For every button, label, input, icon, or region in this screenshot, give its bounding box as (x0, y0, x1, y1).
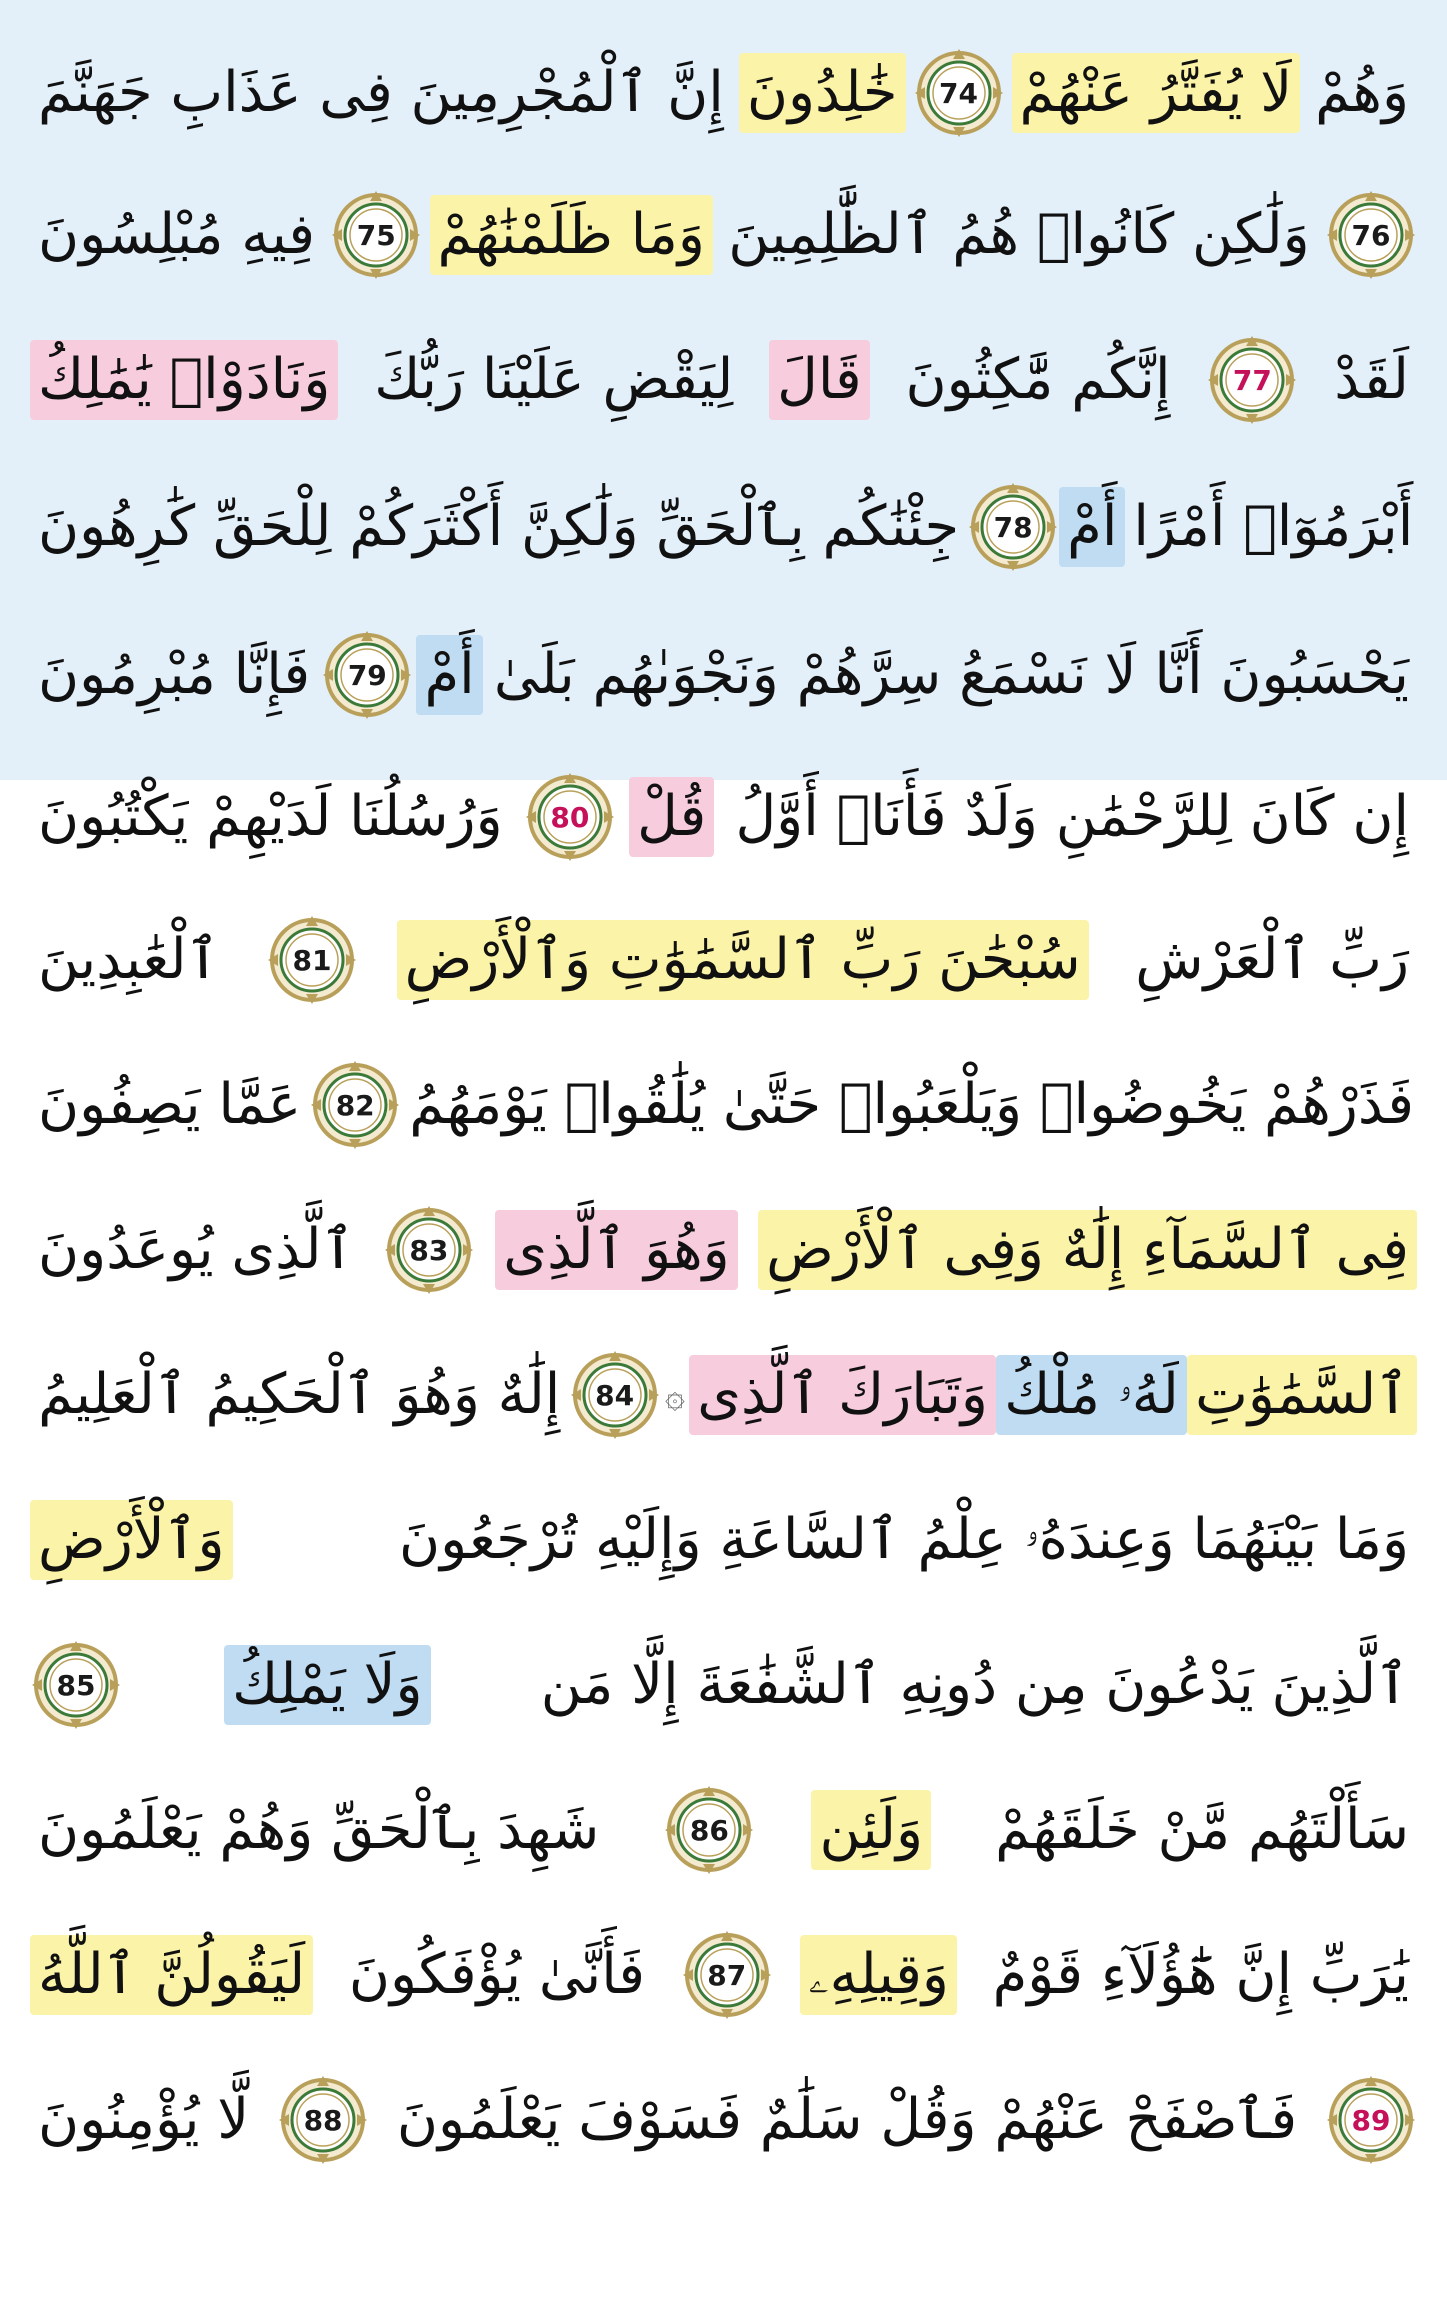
ayah-number-marker[interactable] (1325, 189, 1417, 281)
ayah-number-marker[interactable] (330, 189, 422, 281)
ayah-number: 87 (707, 1958, 747, 1992)
verse-text[interactable]: فَأَنَّىٰ يُؤْفَكُونَ (348, 1942, 646, 2008)
highlighted-phrase[interactable]: قُلْ (629, 777, 714, 856)
verse-text[interactable]: إِنَّكُم مَّٰكِثُونَ (905, 347, 1171, 413)
text-line (30, 18, 1417, 168)
highlighted-phrase[interactable]: وَنَادَوْا۟ يَٰمَٰلِكُ (30, 340, 338, 419)
ayah-number: 88 (303, 2103, 343, 2137)
ayah-number-marker[interactable] (524, 771, 616, 863)
text-line (30, 742, 1417, 892)
text-line (30, 305, 1417, 455)
verse-text[interactable]: فِيهِ مُبْلِسُونَ (38, 202, 315, 268)
ayah-number-marker[interactable] (1206, 334, 1298, 426)
ayah-number: 77 (1232, 363, 1272, 397)
ayah-number-marker[interactable] (913, 47, 1005, 139)
highlighted-phrase[interactable]: فِى ٱلسَّمَآءِ إِلَٰهٌ وَفِى ٱلْأَرْضِ (758, 1210, 1417, 1289)
verse-text[interactable]: لِيَقْضِ عَلَيْنَا رَبُّكَ (374, 347, 734, 413)
verse-text[interactable]: إِنَّ ٱلْمُجْرِمِينَ فِى عَذَابِ جَهَنَّمَ (38, 60, 724, 126)
highlighted-phrase[interactable]: وَمَا ظَلَمْنَٰهُمْ (430, 195, 713, 274)
verse-text[interactable]: فَذَرْهُمْ يَخُوضُوا۟ وَيَلْعَبُوا۟ حَتَّىٰ يُلَٰقُوا۟ يَوْمَهُمُ (409, 1072, 1415, 1138)
text-line (30, 1610, 1417, 1760)
verse-text[interactable]: لَّا يُؤْمِنُونَ (38, 2087, 250, 2153)
ayah-number-marker[interactable] (30, 1639, 122, 1731)
highlighted-phrase[interactable]: لَيَقُولُنَّ ٱللَّهُ (30, 1935, 313, 2014)
text-line (30, 1175, 1417, 1325)
verse-text[interactable]: فَإِنَّا مُبْرِمُونَ (38, 642, 311, 708)
ayah-number: 89 (1351, 2103, 1391, 2137)
verse-text[interactable]: يَٰرَبِّ إِنَّ هَٰٓؤُلَآءِ قَوْمٌ (992, 1942, 1409, 2008)
highlighted-phrase[interactable]: وَقِيلِهِۦ (800, 1935, 957, 2014)
ayah-number-marker[interactable] (1325, 2074, 1417, 2166)
verse-text[interactable]: ٱلَّذِينَ يَدْعُونَ مِن دُونِهِ ٱلشَّفَٰعَةَ إِلَّا مَن (540, 1652, 1409, 1718)
highlighted-phrase[interactable]: سُبْحَٰنَ رَبِّ ٱلسَّمَٰوَٰتِ وَٱلْأَرْضِ (397, 920, 1089, 999)
verse-text[interactable]: فَٱصْفَحْ عَنْهُمْ وَقُلْ سَلَٰمٌ فَسَوْفَ يَعْلَمُونَ (396, 2087, 1298, 2153)
highlighted-phrase[interactable]: وَهُوَ ٱلَّذِى (495, 1210, 737, 1289)
text-line (30, 600, 1417, 750)
ayah-number-marker[interactable] (569, 1349, 661, 1441)
verse-text[interactable]: وَرُسُلُنَا لَدَيْهِمْ يَكْتُبُونَ (38, 784, 503, 850)
rub-el-hizb-icon: ۞ (664, 1375, 685, 1416)
ayah-number-marker[interactable] (277, 2074, 369, 2166)
ayah-number: 75 (356, 218, 396, 252)
verse-text[interactable]: شَهِدَ بِٱلْحَقِّ وَهُمْ يَعْلَمُونَ (38, 1797, 600, 1863)
text-line (30, 1320, 1417, 1470)
verse-text[interactable]: سَأَلْتَهُم مَّنْ خَلَقَهُمْ (995, 1797, 1409, 1863)
ayah-number: 78 (993, 510, 1033, 544)
verse-text[interactable]: أَبْرَمُوٓا۟ أَمْرًا (1133, 494, 1414, 560)
verse-text[interactable]: يَحْسَبُونَ أَنَّا لَا نَسْمَعُ سِرَّهُمْ وَنَجْوَىٰهُم بَلَىٰ (493, 642, 1409, 708)
verse-text[interactable]: وَمَا بَيْنَهُمَا وَعِندَهُۥ عِلْمُ ٱلسَّاعَةِ وَإِلَيْهِ تُرْجَعُونَ (399, 1507, 1409, 1573)
text-line (30, 1030, 1417, 1180)
highlighted-phrase[interactable]: لَهُۥ مُلْكُ (996, 1355, 1187, 1434)
ayah-number-marker[interactable] (383, 1204, 475, 1296)
verse-text[interactable]: رَبِّ ٱلْعَرْشِ (1135, 927, 1409, 993)
ayah-number-marker[interactable] (309, 1059, 401, 1151)
ayah-number: 81 (292, 943, 332, 977)
verse-text[interactable]: جِئْنَٰكُم بِٱلْحَقِّ وَلَٰكِنَّ أَكْثَرَكُمْ لِلْحَقِّ كَٰرِهُونَ (38, 494, 960, 560)
ayah-number: 85 (56, 1668, 96, 1702)
ayah-number-marker[interactable] (967, 481, 1059, 573)
ayah-number-marker[interactable] (681, 1929, 773, 2021)
text-line (30, 160, 1417, 310)
text-line (30, 452, 1417, 602)
ayah-number: 82 (335, 1088, 375, 1122)
highlighted-phrase[interactable]: قَالَ (769, 340, 870, 419)
verse-text[interactable]: لَقَدْ (1334, 347, 1409, 413)
text-line (30, 2045, 1417, 2195)
text-line (30, 1900, 1417, 2050)
ayah-number: 74 (939, 76, 979, 110)
ayah-number: 86 (689, 1813, 729, 1847)
ayah-number-marker[interactable] (321, 629, 413, 721)
highlighted-phrase[interactable]: لَا يُفَتَّرُ عَنْهُمْ (1012, 53, 1301, 132)
verse-text[interactable]: عَمَّا يَصِفُونَ (38, 1072, 302, 1138)
highlighted-phrase[interactable]: أَمْ (1059, 487, 1125, 566)
ayah-number-marker[interactable] (266, 914, 358, 1006)
verse-text[interactable]: إِلَٰهٌ وَهُوَ ٱلْحَكِيمُ ٱلْعَلِيمُ (38, 1362, 561, 1428)
ayah-number: 79 (347, 658, 387, 692)
ayah-number: 80 (550, 800, 590, 834)
verse-text[interactable]: ٱلْعَٰبِدِينَ (38, 927, 220, 993)
verse-text[interactable]: وَهُمْ (1315, 60, 1409, 126)
highlighted-phrase[interactable]: وَتَبَارَكَ ٱلَّذِى (689, 1355, 996, 1434)
text-line (30, 885, 1417, 1035)
highlighted-phrase[interactable]: وَلَا يَمْلِكُ (224, 1645, 430, 1724)
ayah-number-marker[interactable] (663, 1784, 755, 1876)
verse-text[interactable]: إِن كَانَ لِلرَّحْمَٰنِ وَلَدٌ فَأَنَا۠ أَوَّلُ (735, 784, 1409, 850)
highlighted-phrase[interactable]: ٱلسَّمَٰوَٰتِ (1187, 1355, 1417, 1434)
highlighted-phrase[interactable]: وَلَئِن (811, 1790, 931, 1869)
highlighted-phrase[interactable]: وَٱلْأَرْضِ (30, 1500, 233, 1579)
text-line (30, 1465, 1417, 1615)
verse-text[interactable]: ٱلَّذِى يُوعَدُونَ (38, 1217, 355, 1283)
text-line (30, 1755, 1417, 1905)
verse-text[interactable]: وَلَٰكِن كَانُوا۟ هُمُ ٱلظَّٰلِمِينَ (728, 202, 1310, 268)
highlighted-phrase[interactable]: أَمْ (416, 635, 482, 714)
ayah-number: 84 (595, 1378, 635, 1412)
ayah-number: 76 (1351, 218, 1391, 252)
highlighted-phrase[interactable]: خَٰلِدُونَ (739, 53, 906, 132)
ayah-number: 83 (409, 1233, 449, 1267)
